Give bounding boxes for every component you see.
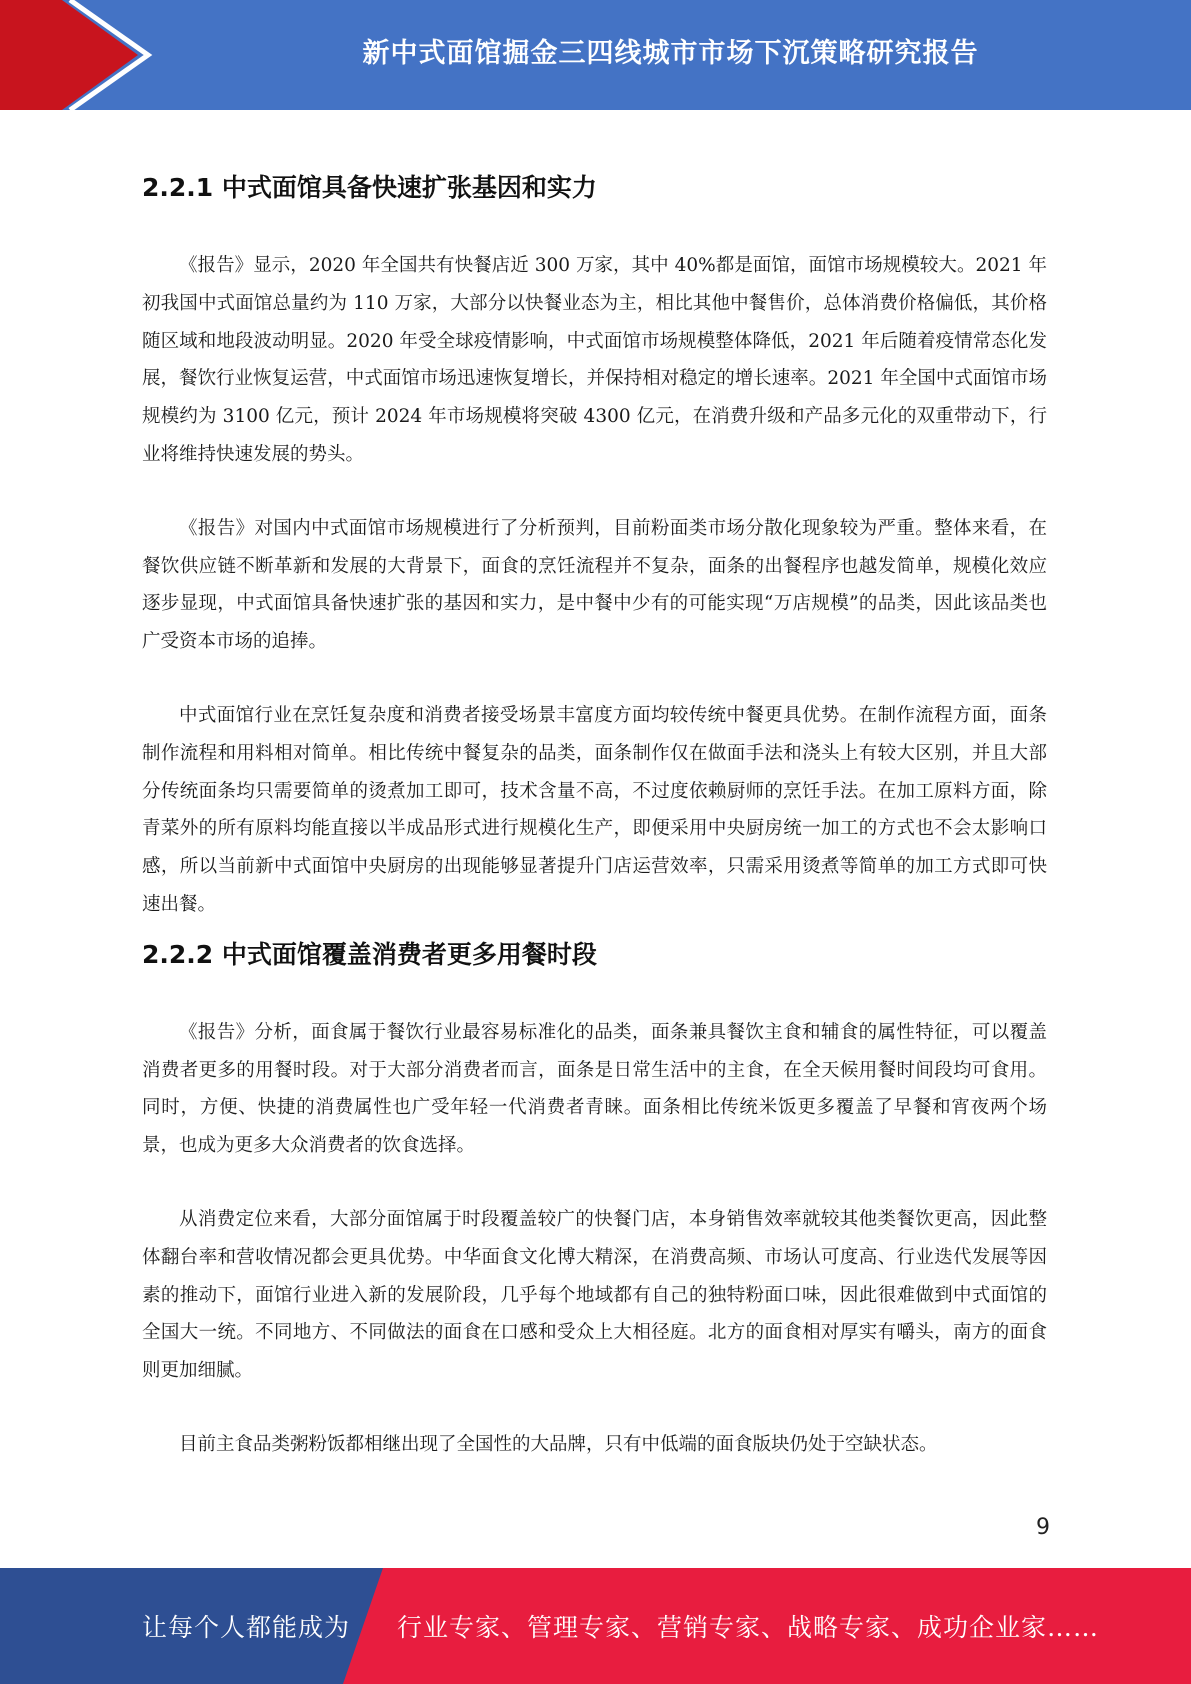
footer-slogan-right: 行业专家、管理专家、营销专家、战略专家、成功企业家…… bbox=[397, 1613, 1100, 1642]
paragraph: 《报告》对国内中式面馆市场规模进行了分析预判，目前粉面类市场分散化现象较为严重。整体来看，在餐饮供应链不断革新和发展的大背景下，面食的烹饪流程并不复杂，面条的出餐程序也越发简单，规模化效应逐步显现，中式面馆具备快速扩张的基因和实力，是中餐中少有的可能实现“万店规模”的品类，因此该品类也广受资本市场的追捧。 bbox=[142, 517, 1047, 653]
paragraph: 中式面馆行业在烹饪复杂度和消费者接受场景丰富度方面均较传统中餐更具优势。在制作流程方面，面条制作流程和用料相对简单。相比传统中餐复杂的品类，面条制作仅在做面手法和浇头上有较大区别，并且大部分传统面条均只需要简单的烫煮加工即可，技术含量不高，不过度依赖厨师的烹饪手法。在加工原料方面，除青菜外的所有原料均能直接以半成品形式进行规模化生产，即便采用中央厨房统一加工的方式也不会太影响口感，所以当前新中式面馆中央厨房的出现能够显著提升门店运营效率，只需采用烫煮等简单的加工方式即可快速出餐。 bbox=[142, 704, 1047, 915]
page-header bbox=[0, 0, 1191, 110]
paragraph: 目前主食品类粥粉饭都相继出现了全国性的大品牌，只有中低端的面食版块仍处于空缺状态。 bbox=[179, 1433, 938, 1455]
section-heading-2-2-1: 2.2.1 中式面馆具备快速扩张基因和实力 bbox=[142, 173, 597, 202]
paragraph: 《报告》显示，2020 年全国共有快餐店近 300 万家，其中 40%都是面馆，面馆市场规模较大。2021 年初我国中式面馆总量约为 110 万家，大部分以快餐业态为主，相比其他中餐售价，总体消费价格偏低，其价格随区域和地段波动明显。2020 年受全球疫情影响，中式面馆市场规模整体降低，2021 年后随着疫情常态化发展，餐饮行业恢复运营，中式面馆市场迅速恢复增长，并保持相对稳定的增长速率。2021 年全国中式面馆市场规模约为 3100 亿元，预计 2024 年市场规模将突破 4300 亿元，在消费升级和产品多元化的双重带动下，行业将维持快速发展的势头。 bbox=[142, 255, 1047, 465]
page-number: 9 bbox=[1036, 1515, 1050, 1540]
main-content bbox=[142, 165, 1047, 1464]
header-title: 新中式面馆掘金三四线城市市场下沉策略研究报告 bbox=[362, 37, 979, 69]
paragraph: 《报告》分析，面食属于餐饮行业最容易标准化的品类，面条兼具餐饮主食和辅食的属性特征，可以覆盖消费者更多的用餐时段。对于大部分消费者而言，面条是日常生活中的主食，在全天候用餐时间段均可食用。同时，方便、快捷的消费属性也广受年轻一代消费者青睐。面条相比传统米饭更多覆盖了早餐和宵夜两个场景，也成为更多大众消费者的饮食选择。 bbox=[142, 1021, 1047, 1157]
page-footer bbox=[0, 1568, 1191, 1684]
header-red-arrow bbox=[0, 0, 138, 110]
paragraph: 从消费定位来看，大部分面馆属于时段覆盖较广的快餐门店，本身销售效率就较其他类餐饮更高，因此整体翻台率和营收情况都会更具优势。中华面食文化博大精深，在消费高频、市场认可度高、行业迭代发展等因素的推动下，面馆行业进入新的发展阶段，几乎每个地域都有自己的独特粉面口味，因此很难做到中式面馆的全国大一统。不同地方、不同做法的面食在口感和受众上大相径庭。北方的面食相对厚实有嚼头，南方的面食则更加细腻。 bbox=[142, 1208, 1047, 1382]
section-heading-2-2-2: 2.2.2 中式面馆覆盖消费者更多用餐时段 bbox=[142, 939, 597, 969]
footer-slogan-left: 让每个人都能成为 bbox=[142, 1613, 351, 1642]
